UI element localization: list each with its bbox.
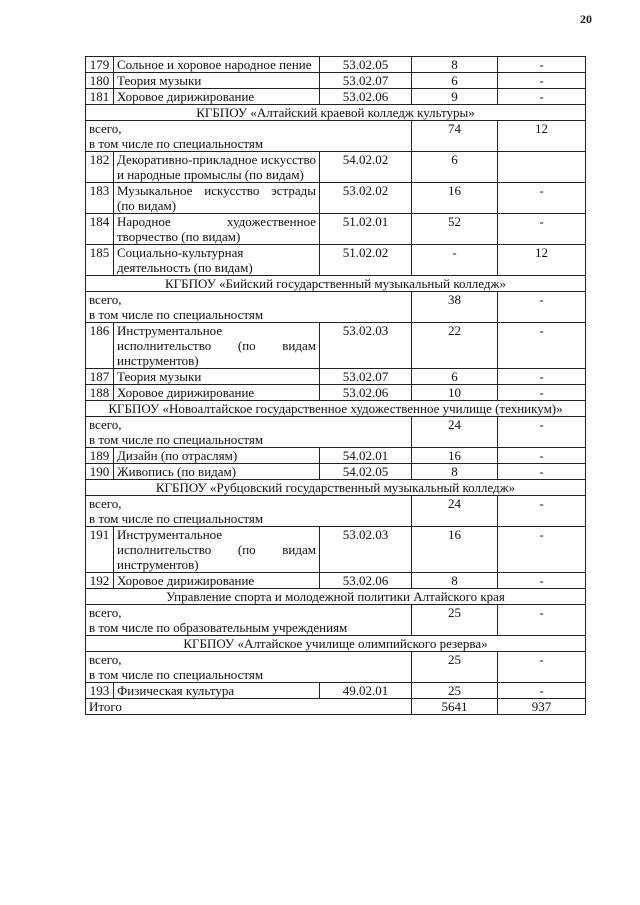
page-number: 20 <box>580 12 592 26</box>
total-row <box>86 699 586 715</box>
row-number: 180 <box>86 73 114 89</box>
organization-row <box>86 636 586 652</box>
summary-label <box>86 605 412 636</box>
summary-value-budget: 25 <box>412 652 498 683</box>
summary-value-budget: 24 <box>412 417 498 448</box>
table-row <box>86 385 586 401</box>
specialty-name: Физическая культура <box>114 683 320 699</box>
specialty-name: Дизайн (по отраслям) <box>114 448 320 464</box>
value-budget: 6 <box>412 152 498 183</box>
organization-row <box>86 480 586 496</box>
value-budget: 6 <box>412 369 498 385</box>
specialty-name: Музыкальное искусство эстрады (по видам) <box>114 183 320 214</box>
row-number: 179 <box>86 57 114 73</box>
summary-label-line2: в том числе по специальностям <box>89 432 264 447</box>
specialty-code: 54.02.02 <box>320 152 412 183</box>
summary-label-line2: в том числе по образовательным учреждениям <box>89 620 348 635</box>
value-extra: - <box>498 323 586 369</box>
specialty-code: 54.02.05 <box>320 464 412 480</box>
specialty-code: 53.02.02 <box>320 183 412 214</box>
summary-value-extra: - <box>498 605 586 636</box>
table-row <box>86 448 586 464</box>
value-budget: - <box>412 245 498 276</box>
value-extra: - <box>498 73 586 89</box>
organization-row <box>86 589 586 605</box>
row-number: 189 <box>86 448 114 464</box>
specialty-code: 51.02.01 <box>320 214 412 245</box>
value-budget: 22 <box>412 323 498 369</box>
table-row <box>86 57 586 73</box>
specialties-table <box>85 56 586 715</box>
table-row <box>86 573 586 589</box>
value-extra: - <box>498 57 586 73</box>
row-number: 187 <box>86 369 114 385</box>
total-value-extra: 937 <box>498 699 586 715</box>
value-budget: 8 <box>412 464 498 480</box>
row-number: 185 <box>86 245 114 276</box>
summary-row <box>86 652 586 683</box>
value-extra: - <box>498 214 586 245</box>
organization-name: КГБПОУ «Алтайский краевой колледж культуры» <box>86 105 586 121</box>
row-number: 183 <box>86 183 114 214</box>
value-budget: 8 <box>412 57 498 73</box>
row-number: 184 <box>86 214 114 245</box>
summary-label-line1: всего, <box>89 652 122 667</box>
table-row <box>86 183 586 214</box>
summary-value-budget: 74 <box>412 121 498 152</box>
table-row <box>86 683 586 699</box>
table-row <box>86 369 586 385</box>
specialty-code: 53.02.07 <box>320 73 412 89</box>
summary-value-extra: - <box>498 292 586 323</box>
table-row <box>86 214 586 245</box>
table-row <box>86 245 586 276</box>
organization-row <box>86 276 586 292</box>
specialty-code: 51.02.02 <box>320 245 412 276</box>
specialty-code: 53.02.06 <box>320 573 412 589</box>
value-budget: 25 <box>412 683 498 699</box>
summary-value-extra: 12 <box>498 121 586 152</box>
row-number: 192 <box>86 573 114 589</box>
specialty-name: Декоративно-прикладное искусство и народные промыслы (по видам) <box>114 152 320 183</box>
specialty-code: 54.02.01 <box>320 448 412 464</box>
specialty-name: Инструментальное исполнительство (по видам инструментов) <box>114 323 320 369</box>
row-number: 182 <box>86 152 114 183</box>
summary-row <box>86 605 586 636</box>
organization-name: Управление спорта и молодежной политики Алтайского края <box>86 589 586 605</box>
summary-label-line1: всего, <box>89 605 122 620</box>
specialty-name: Теория музыки <box>114 369 320 385</box>
specialty-code: 49.02.01 <box>320 683 412 699</box>
specialty-name: Социально-культурная деятельность (по видам) <box>114 245 320 276</box>
specialty-code: 53.02.06 <box>320 385 412 401</box>
summary-label-line1: всего, <box>89 417 122 432</box>
organization-row <box>86 401 586 417</box>
summary-label <box>86 652 412 683</box>
table-row <box>86 527 586 573</box>
organization-name: КГБПОУ «Новоалтайское государственное художественное училище (техникум)» <box>86 401 586 417</box>
value-extra: - <box>498 448 586 464</box>
total-value-budget: 5641 <box>412 699 498 715</box>
value-budget: 8 <box>412 573 498 589</box>
table-row <box>86 152 586 183</box>
specialty-name: Живопись (по видам) <box>114 464 320 480</box>
specialty-name: Теория музыки <box>114 73 320 89</box>
organization-name: КГБПОУ «Рубцовский государственный музыкальный колледж» <box>86 480 586 496</box>
summary-row <box>86 417 586 448</box>
total-label: Итого <box>86 699 412 715</box>
summary-label-line2: в том числе по специальностям <box>89 667 264 682</box>
organization-row <box>86 105 586 121</box>
summary-label <box>86 496 412 527</box>
summary-row <box>86 496 586 527</box>
summary-value-extra: - <box>498 417 586 448</box>
value-budget: 9 <box>412 89 498 105</box>
specialty-code: 53.02.03 <box>320 527 412 573</box>
row-number: 191 <box>86 527 114 573</box>
value-budget: 10 <box>412 385 498 401</box>
value-extra: - <box>498 183 586 214</box>
summary-label-line2: в том числе по специальностям <box>89 511 264 526</box>
row-number: 188 <box>86 385 114 401</box>
summary-value-extra: - <box>498 652 586 683</box>
value-budget: 16 <box>412 527 498 573</box>
summary-label <box>86 417 412 448</box>
specialty-name: Инструментальное исполнительство (по видам инструментов) <box>114 527 320 573</box>
value-extra: - <box>498 369 586 385</box>
value-extra: - <box>498 385 586 401</box>
row-number: 190 <box>86 464 114 480</box>
value-extra <box>498 152 586 183</box>
row-number: 186 <box>86 323 114 369</box>
summary-value-budget: 25 <box>412 605 498 636</box>
specialty-name: Сольное и хоровое народное пение <box>114 57 320 73</box>
value-extra: 12 <box>498 245 586 276</box>
organization-name: КГБПОУ «Бийский государственный музыкальный колледж» <box>86 276 586 292</box>
table-row <box>86 323 586 369</box>
summary-label-line2: в том числе по специальностям <box>89 136 264 151</box>
summary-label-line1: всего, <box>89 292 122 307</box>
specialty-name: Хоровое дирижирование <box>114 385 320 401</box>
table-body <box>86 57 586 715</box>
summary-label-line1: всего, <box>89 121 122 136</box>
summary-label-line1: всего, <box>89 496 122 511</box>
specialty-code: 53.02.03 <box>320 323 412 369</box>
value-extra: - <box>498 89 586 105</box>
summary-value-budget: 24 <box>412 496 498 527</box>
summary-value-budget: 38 <box>412 292 498 323</box>
summary-row <box>86 121 586 152</box>
row-number: 193 <box>86 683 114 699</box>
value-extra: - <box>498 464 586 480</box>
specialty-name: Народное художественное творчество (по видам) <box>114 214 320 245</box>
value-budget: 52 <box>412 214 498 245</box>
value-budget: 6 <box>412 73 498 89</box>
summary-row <box>86 292 586 323</box>
row-number: 181 <box>86 89 114 105</box>
summary-label <box>86 292 412 323</box>
specialty-code: 53.02.05 <box>320 57 412 73</box>
value-extra: - <box>498 573 586 589</box>
specialty-code: 53.02.07 <box>320 369 412 385</box>
specialty-name: Хоровое дирижирование <box>114 573 320 589</box>
summary-value-extra: - <box>498 496 586 527</box>
specialty-code: 53.02.06 <box>320 89 412 105</box>
summary-label <box>86 121 412 152</box>
value-extra: - <box>498 527 586 573</box>
summary-label-line2: в том числе по специальностям <box>89 307 264 322</box>
organization-name: КГБПОУ «Алтайское училище олимпийского резерва» <box>86 636 586 652</box>
specialty-name: Хоровое дирижирование <box>114 89 320 105</box>
value-extra: - <box>498 683 586 699</box>
table-row <box>86 464 586 480</box>
value-budget: 16 <box>412 183 498 214</box>
table-row <box>86 73 586 89</box>
table-row <box>86 89 586 105</box>
value-budget: 16 <box>412 448 498 464</box>
